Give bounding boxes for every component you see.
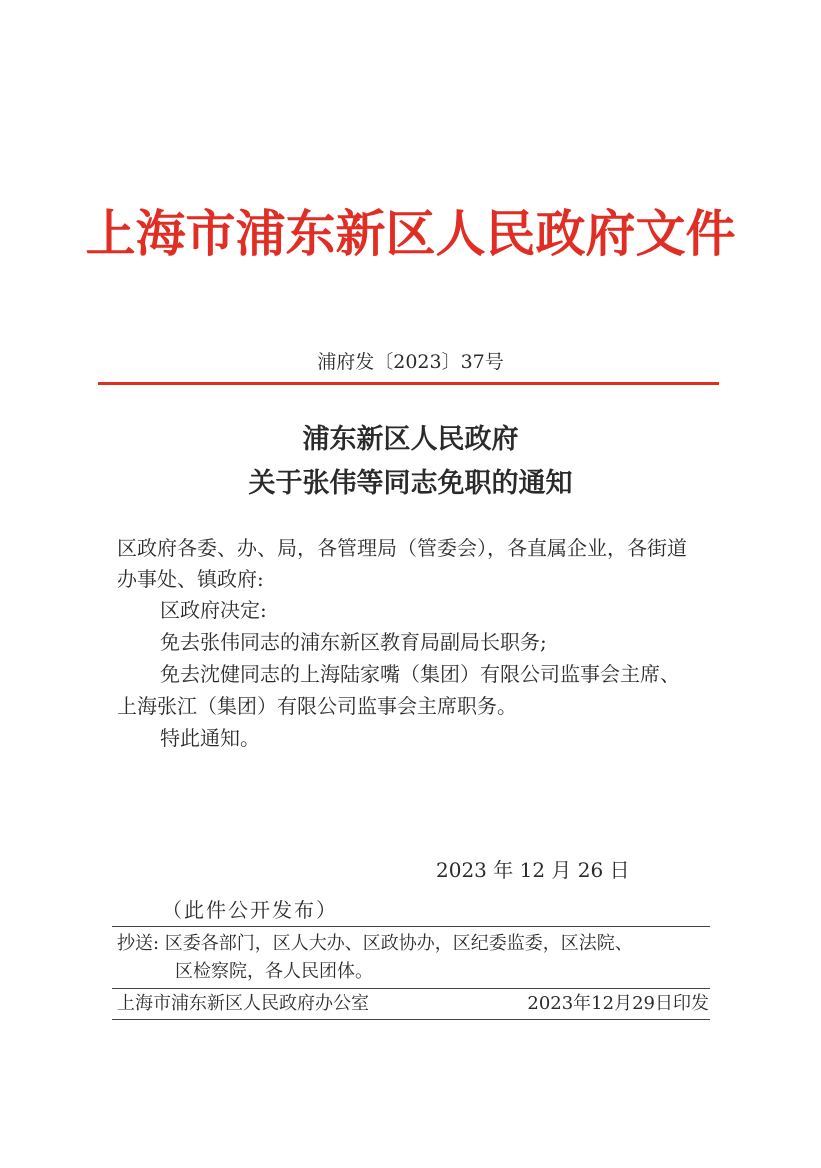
red-divider: [98, 382, 719, 385]
distribution-top-rule: [112, 926, 710, 927]
public-release-note: （此件公开发布）: [162, 898, 338, 922]
cc-line2: 区检察院，各人民团体。: [175, 961, 373, 982]
closing-text: 特此通知。: [160, 726, 260, 750]
decision-item-2-line2: 上海张江（集团）有限公司监事会主席职务。: [117, 694, 517, 718]
recipients-line2: 办事处、镇政府:: [117, 567, 264, 591]
cc-line1: 抄送: 区委各部门，区人大办、区政协办，区纪委监委，区法院、: [117, 933, 633, 954]
distribution-bottom-rule: [112, 1019, 710, 1020]
document-header-title: 上海市浦东新区人民政府文件: [85, 205, 736, 263]
decision-intro: 区政府决定:: [160, 598, 267, 622]
document-number: 浦府发〔2023〕37号: [317, 351, 504, 373]
distribution-middle-rule: [112, 988, 710, 989]
decision-item-2-line1: 免去沈健同志的上海陆家嘴（集团）有限公司监事会主席、: [160, 662, 680, 686]
issuing-office: 上海市浦东新区人民政府办公室: [117, 993, 369, 1014]
print-date: 2023年12月29日印发: [527, 993, 709, 1014]
notice-title-line1: 浦东新区人民政府: [302, 424, 519, 455]
notice-title-line2: 关于张伟等同志免职的通知: [248, 468, 573, 499]
signature-date: 2023 年 12 月 26 日: [436, 858, 630, 882]
decision-item-1: 免去张伟同志的浦东新区教育局副局长职务;: [160, 630, 547, 654]
recipients-line1: 区政府各委、办、局，各管理局（管委会），各直属企业，各街道: [117, 536, 687, 560]
